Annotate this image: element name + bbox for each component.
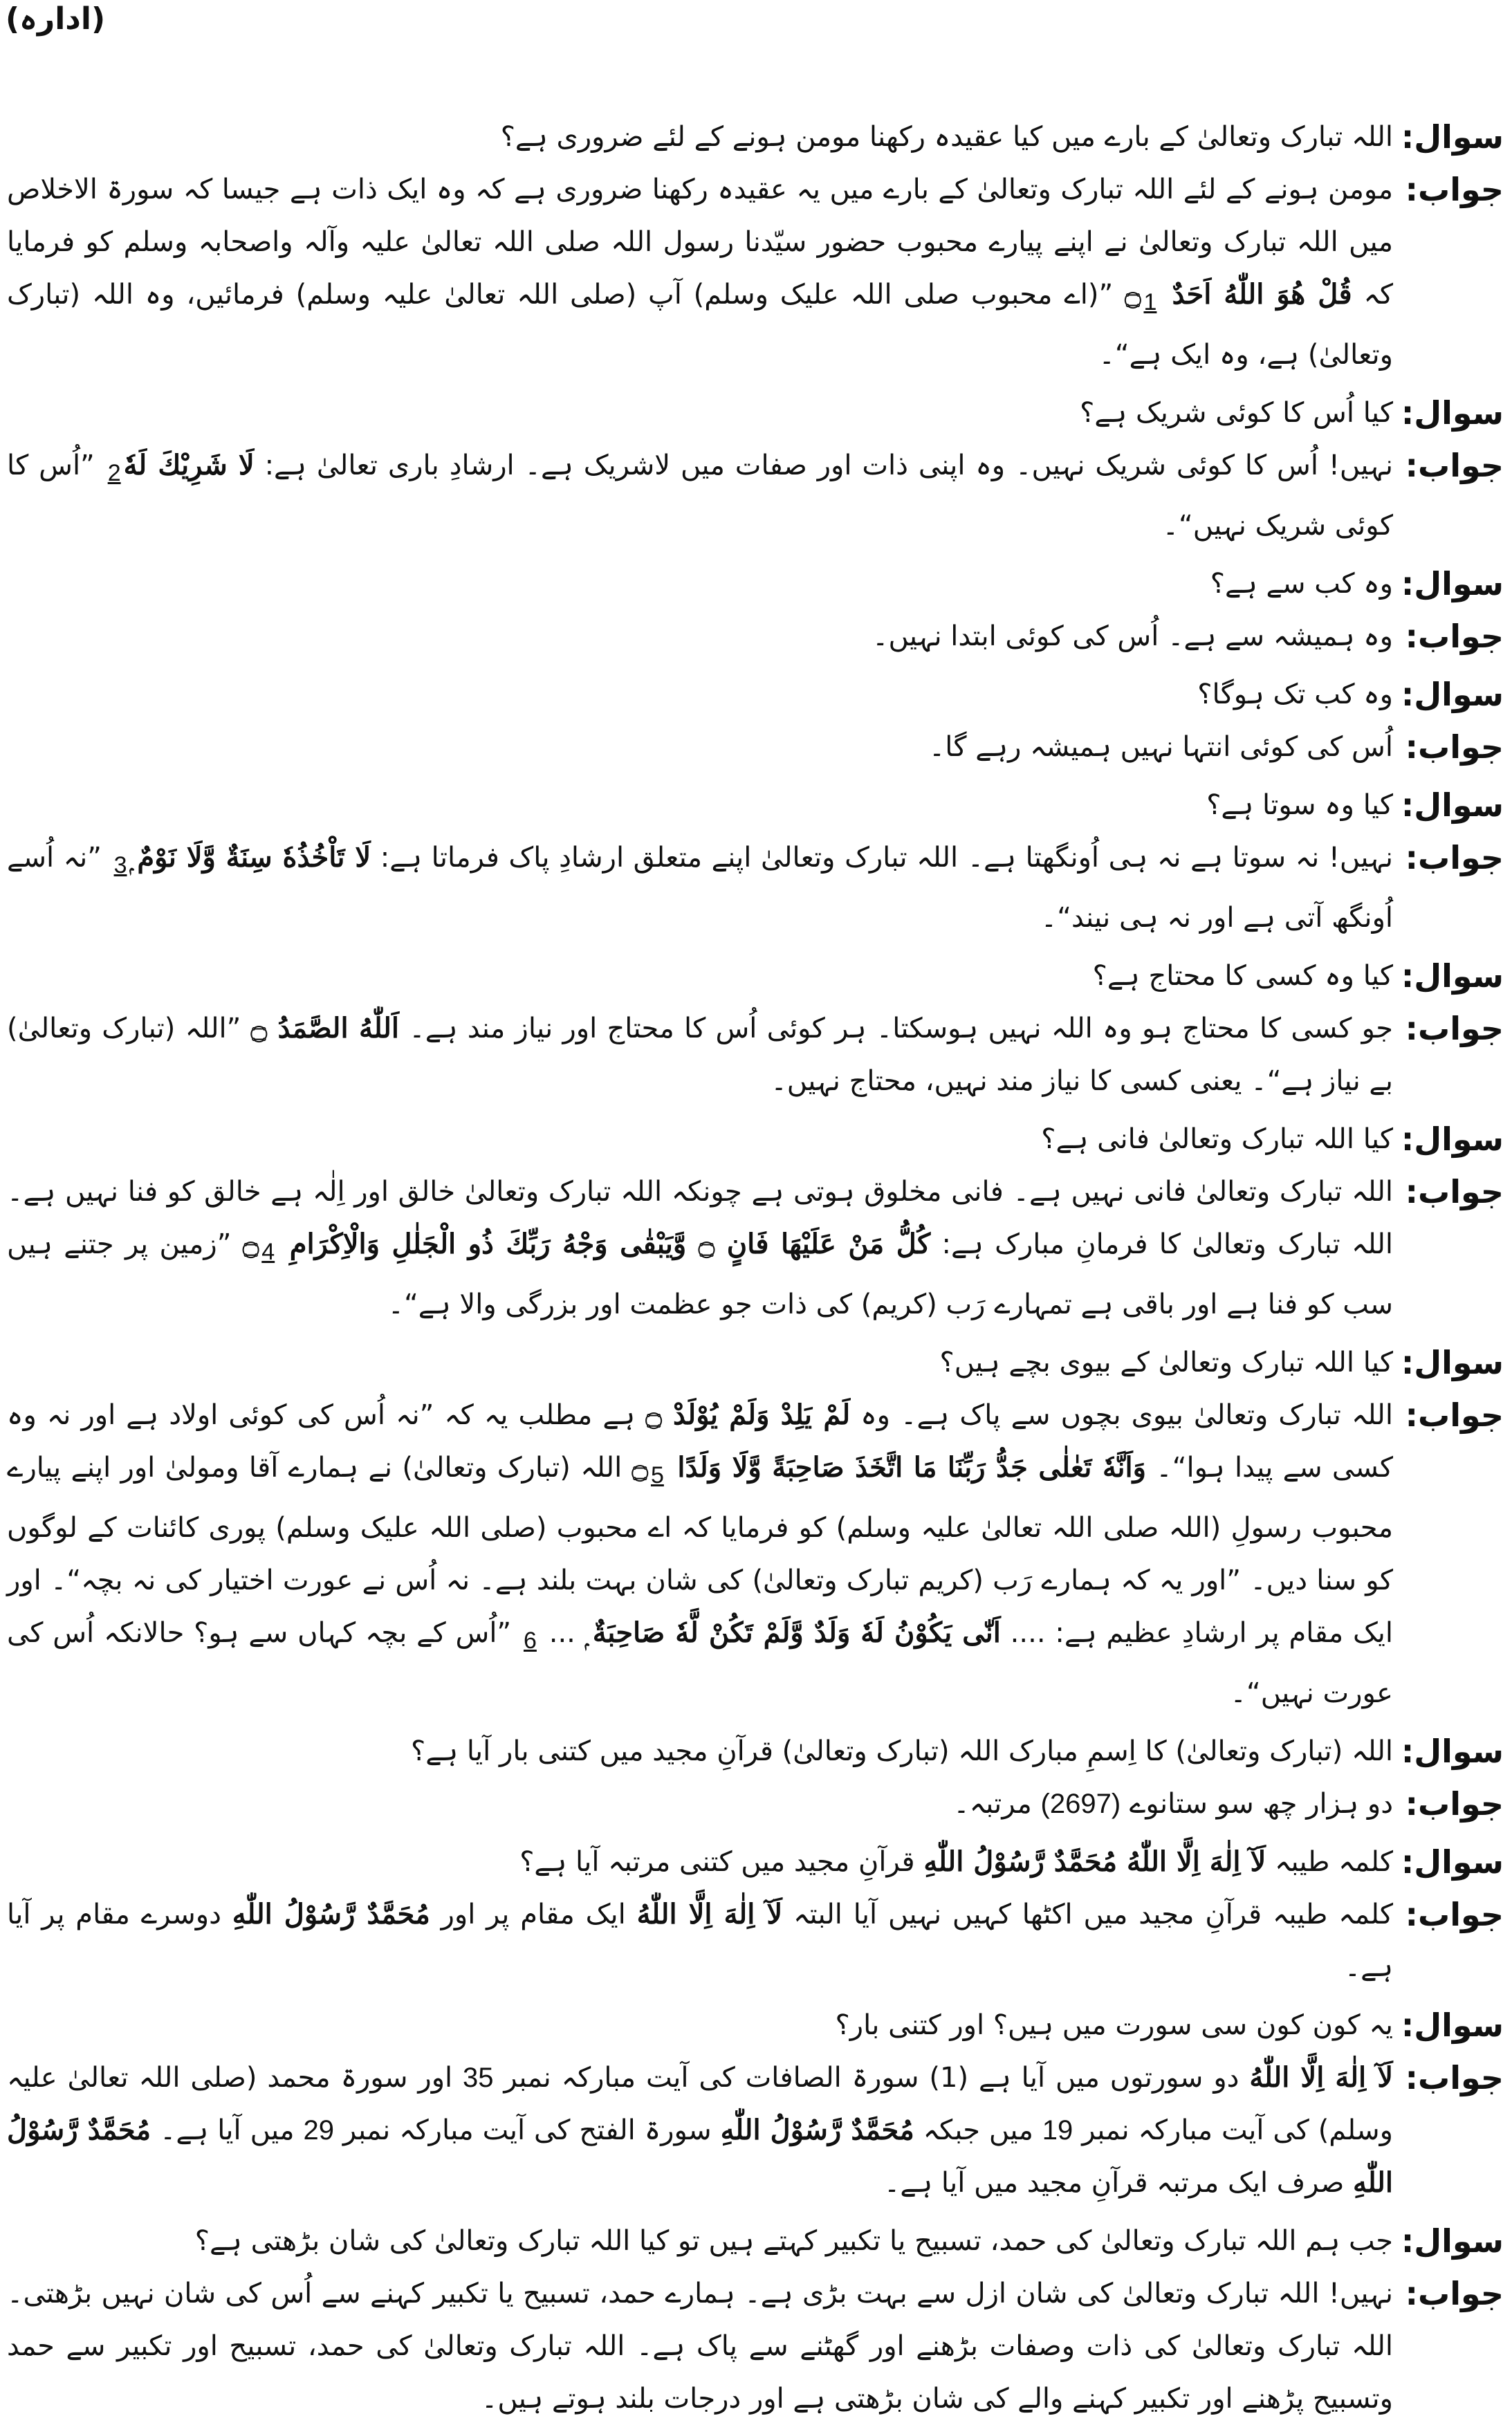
question-text: کیا اللہ تبارک وتعالیٰ فانی ہے؟ [1041, 1123, 1393, 1155]
text-run: قرآنِ مجید میں کتنی مرتبہ آیا ہے؟ [519, 1846, 924, 1878]
arabic-verse: اَللّٰهُ الصَّمَدُ ۝ [250, 1012, 400, 1044]
answer-row [7, 610, 1504, 663]
footnote-marker: 1 [1143, 289, 1157, 315]
question-row [7, 557, 1504, 610]
answer-text [7, 1165, 1393, 1331]
text-run: اللہ تبارک وتعالیٰ بیوی بچوں سے پاک ہے۔ وہ [850, 1399, 1393, 1431]
number: (2697) [1040, 1789, 1121, 1819]
answer-label: جواب: [1405, 2059, 1504, 2096]
arabic-verse: لَآ اِلٰهَ اِلَّا اللّٰهُ [636, 1898, 783, 1930]
arabic-verse: لَآ اِلٰهَ اِلَّا اللّٰهُ مُحَمَّدٌ رَّسُوْلُ اللّٰهِ [923, 1845, 1266, 1878]
text-run: جو کسی کا محتاج ہو وہ اللہ نہیں ہوسکتا۔ ہر کوئی اُس کا محتاج اور نیاز مند ہے۔ [399, 1013, 1394, 1044]
question-row [7, 1725, 1504, 1778]
footnote-marker: 4 [261, 1239, 275, 1265]
question-text: کیا وہ سوتا ہے؟ [1206, 789, 1393, 821]
answer-text [7, 1778, 1393, 1830]
text-run: سورۃ الفتح کی آیت مبارکہ نمبر [333, 2114, 721, 2146]
number: 29 [303, 2115, 334, 2146]
question-row [7, 668, 1504, 721]
answer-label: جواب: [1405, 839, 1504, 876]
question-label: سوال: [1401, 565, 1504, 602]
answer-row [7, 831, 1504, 944]
text-run: مومن ہونے کے لئے اللہ تبارک وتعالیٰ کے بارے میں یہ عقیدہ رکھنا ضروری ہے کہ وہ ایک ذات ہے جیسا کہ سورۃ الاخلاص میں اللہ تبارک وتعالیٰ نے اپنے پیارے محبوب حضور سیّدنا رسول اللہ صلی اللہ تعالیٰ علیہ وآلہ واصحابہ وسلم کو فرمایا کہ [7, 174, 1393, 311]
question-text: اللہ تبارک وتعالیٰ کے بارے میں کیا عقیدہ رکھنا مومن ہونے کے لئے ضروری ہے؟ [500, 121, 1393, 153]
question-row [7, 1336, 1504, 1389]
text-run: اللہ (تبارک وتعالیٰ) نے ہمارے آقا ومولیٰ اور اپنے پیارے محبوب رسولِ (اللہ صلی اللہ تعالیٰ علیہ وسلم) کو فرمایا کہ اے محبوب (صلی اللہ علیک وسلم) پوری کائنات کے لوگوں کو سنا دیں۔ ”اور یہ کہ ہمارے رَب (کریم تبارک وتعالیٰ) کی شان بہت بلند ہے۔ نہ اُس نے عورت اختیار کی نہ بچہ“۔ اور ایک مقام پر ارشادِ عظیم ہے: .... [7, 1452, 1394, 1649]
number: 35 [463, 2063, 494, 2093]
text-run: ”اُس کے بچہ کہاں سے ہو؟ حالانکہ اُس کی عورت نہیں“۔ [7, 1617, 1393, 1709]
answer-text [7, 721, 1393, 773]
question-text: کیا اللہ تبارک وتعالیٰ کے بیوی بچے ہیں؟ [939, 1347, 1393, 1379]
question-label: سوال: [1401, 957, 1504, 995]
question-text [7, 1836, 1393, 1888]
arabic-verse: مُحَمَّدٌ رَّسُوْلُ اللّٰهِ [232, 1898, 430, 1930]
text-run: اُس کی کوئی انتہا نہیں ہمیشہ رہے گا۔ [928, 731, 1393, 763]
answer-text [7, 1888, 1393, 1993]
answer-label: جواب: [1405, 1173, 1504, 1210]
answer-text [7, 610, 1393, 663]
answer-label: جواب: [1405, 171, 1504, 208]
arabic-verse: لَمْ يَلِدْ وَلَمْ يُوْلَدْ ۝ [645, 1399, 851, 1431]
arabic-verse: لَا تَاْخُذُهٗ سِنَةٌ وَّلَا نَوْمٌ ۭ [129, 841, 371, 874]
text-run: اور سورۃ محمد (صلی اللہ تعالیٰ علیہ وسلم) کی آیت مبارکہ نمبر [7, 2062, 1393, 2146]
text-run: دوسرے مقام پر آیا ہے۔ [7, 1899, 1393, 1983]
answer-text [7, 831, 1393, 944]
text-run: دو ہزار چھ سو ستانوے [1121, 1788, 1393, 1820]
answer-row [7, 1778, 1504, 1830]
text-run: دو سورتوں میں آیا ہے (1) سورۃ الصافات کی آیت مبارکہ نمبر [493, 2062, 1250, 2094]
question-text: کیا اُس کا کوئی شریک ہے؟ [1080, 397, 1393, 429]
answer-text [7, 163, 1393, 381]
answer-text [7, 1002, 1393, 1107]
text-run: میں جبکہ [914, 2114, 1042, 2146]
question-text: جب ہم اللہ تبارک وتعالیٰ کی حمد، تسبیح یا تکبیر کہتے ہیں تو کیا اللہ تبارک وتعالیٰ کی شان بڑھتی ہے؟ [194, 2225, 1393, 2257]
footnote-marker: 3 [113, 852, 127, 878]
answer-row [7, 2267, 1504, 2425]
question-label: سوال: [1401, 676, 1504, 713]
question-row [7, 1999, 1504, 2051]
answer-row [7, 1888, 1504, 1993]
answer-row [7, 2051, 1504, 2209]
text-run: نہیں! نہ سوتا ہے نہ ہی اُونگھتا ہے۔ اللہ تبارک وتعالیٰ اپنے متعلق ارشادِ پاک فرماتا ہے: [371, 842, 1393, 874]
footnote-marker: 2 [107, 460, 121, 486]
text-run: ... [539, 1617, 585, 1649]
question-row [7, 387, 1504, 439]
answer-label: جواب: [1405, 1896, 1504, 1933]
question-row [7, 1113, 1504, 1165]
arabic-verse: مُحَمَّدٌ رَّسُوْلُ اللّٰهِ [720, 2114, 914, 2146]
question-row [7, 779, 1504, 831]
answer-row [7, 163, 1504, 381]
arabic-verse: لَآ اِلٰهَ اِلَّا اللّٰهُ [1249, 2061, 1394, 2094]
answer-row [7, 439, 1504, 552]
question-text: یہ کون کون سی سورت میں ہیں؟ اور کتنی بار؟ [835, 2009, 1393, 2041]
qa-list [7, 111, 1504, 2425]
question-label: سوال: [1401, 1344, 1504, 1381]
answer-text [7, 439, 1393, 552]
text-run: کلمہ طیبہ قرآنِ مجید میں اکٹھا کہیں نہیں آیا البتہ [782, 1899, 1394, 1930]
text-run: صرف ایک مرتبہ قرآنِ مجید میں آیا ہے۔ [883, 2167, 1353, 2199]
answer-label: جواب: [1405, 1396, 1504, 1434]
question-label: سوال: [1401, 2222, 1504, 2260]
text-run: ہے مطلب یہ کہ ”نہ اُس کی کوئی اولاد ہے اور نہ وہ کسی سے پیدا ہوا“۔ [7, 1399, 1393, 1484]
question-label: سوال: [1401, 1843, 1504, 1881]
text-run: اللہ تبارک وتعالیٰ فانی نہیں ہے۔ فانی مخلوق ہوتی ہے چونکہ اللہ تبارک وتعالیٰ خالق اور اِلٰہ ہے خالق کو فنا نہیں ہے۔ اللہ تبارک وتعالیٰ کا فرمانِ مبارک ہے: [7, 1176, 1394, 1260]
question-text: اللہ (تبارک وتعالیٰ) کا اِسمِ مبارک اللہ (تبارک وتعالیٰ) قرآنِ مجید میں کتنی بار آیا ہے؟ [411, 1735, 1393, 1767]
question-text: کیا وہ کسی کا محتاج ہے؟ [1092, 960, 1393, 992]
answer-text [7, 1389, 1393, 1719]
text-run: ”زمین پر جتنے ہیں سب کو فنا ہے اور باقی ہے تمہارے رَب (کریم) کی ذات جو عظمت اور بزرگی والا ہے“۔ [7, 1228, 1393, 1320]
answer-text [7, 2267, 1393, 2425]
question-label: سوال: [1401, 786, 1504, 824]
text-run: نہیں! اللہ تبارک وتعالیٰ کی شان ازل سے بہت بڑی ہے۔ ہمارے حمد، تسبیح یا تکبیر کہنے سے اُس کی شان نہیں بڑھتی۔ اللہ تبارک وتعالیٰ کی ذات وصفات بڑھنے اور گھٹنے سے پاک ہے۔ اللہ تبارک وتعالیٰ کی حمد، تسبیح اور تکبیر سے حمد وتسبیح پڑھنے اور تکبیر کہنے والے کی شان بڑھتی ہے اور درجات بلند ہوتے ہیں۔ [7, 2278, 1393, 2415]
question-label: سوال: [1401, 118, 1504, 156]
answer-label: جواب: [1405, 1010, 1504, 1047]
text-run: ”نہ اُسے اُونگھ آتی ہے اور نہ ہی نیند“۔ [7, 842, 1393, 934]
text-run: میں آیا ہے۔ [151, 2114, 304, 2146]
footnote-marker: 6 [523, 1628, 537, 1654]
author-credit: (ادارہ) [6, 1, 106, 37]
answer-label: جواب: [1405, 2275, 1504, 2312]
question-label: سوال: [1401, 2007, 1504, 2044]
question-label: سوال: [1401, 394, 1504, 432]
question-row [7, 2215, 1504, 2267]
answer-label: جواب: [1405, 618, 1504, 655]
answer-row [7, 1002, 1504, 1107]
answer-row [7, 1389, 1504, 1719]
answer-label: جواب: [1405, 1785, 1504, 1823]
arabic-verse: كُلُّ مَنْ عَلَيْهَا فَانٍ ۝ وَّيَبْقٰى وَجْهُ رَبِّكَ ذُو الْجَلٰلِ وَالْاِكْرَامِ ۝ [242, 1228, 931, 1260]
arabic-verse: لَا شَرِيْكَ لَهٗ [123, 449, 255, 481]
answer-label: جواب: [1405, 447, 1504, 484]
question-label: سوال: [1401, 1733, 1504, 1770]
arabic-verse: مُحَمَّدٌ رَّسُوْلُ اللّٰهِ [7, 2114, 1393, 2199]
text-run: ”اُس کا کوئی شریک نہیں“۔ [7, 450, 1393, 542]
text-run: نہیں! اُس کا کوئی شریک نہیں۔ وہ اپنی ذات اور صفات میں لاشریک ہے۔ ارشادِ باری تعالیٰ ہے: [254, 450, 1393, 481]
footnote-marker: 5 [650, 1462, 664, 1488]
question-row [7, 111, 1504, 163]
arabic-verse: اَنّٰى يَكُوْنُ لَهٗ وَلَدٌ وَّلَمْ تَكُنْ لَّهٗ صَاحِبَةٌ ۭ [584, 1616, 1001, 1649]
answer-row [7, 1165, 1504, 1331]
text-run: ایک مقام پر اور [430, 1899, 637, 1930]
question-text: وہ کب تک ہوگا؟ [1197, 679, 1393, 710]
arabic-verse: قُلْ هُوَ اللّٰهُ اَحَدٌ ۝ [1125, 278, 1352, 311]
text-run: ”(اے محبوب صلی اللہ علیک وسلم) آپ (صلی اللہ تعالیٰ علیہ وسلم) فرمائیں، وہ اللہ (تبارک وتعالیٰ) ہے، وہ ایک ہے“۔ [7, 279, 1393, 371]
text-run: ”اللہ (تبارک وتعالیٰ) بے نیاز ہے“۔ یعنی کسی کا نیاز مند نہیں، محتاج نہیں۔ [7, 1013, 1393, 1097]
number: 19 [1042, 2115, 1073, 2146]
question-text: وہ کب سے ہے؟ [1210, 568, 1393, 600]
arabic-verse: وَاَنَّهٗ تَعٰلٰى جَدُّ رَبِّنَا مَا اتَّخَذَ صَاحِبَةً وَّلَا وَلَدًا ۝ [631, 1451, 1146, 1484]
text-run: مرتبہ۔ [953, 1788, 1041, 1820]
answer-text [7, 2051, 1393, 2209]
text-run: کلمہ طیبہ [1266, 1846, 1393, 1878]
question-label: سوال: [1401, 1121, 1504, 1158]
question-row [7, 950, 1504, 1002]
text-run: وہ ہمیشہ سے ہے۔ اُس کی کوئی ابتدا نہیں۔ [872, 620, 1393, 652]
answer-label: جواب: [1405, 728, 1504, 766]
answer-row [7, 721, 1504, 773]
question-row [7, 1836, 1504, 1888]
